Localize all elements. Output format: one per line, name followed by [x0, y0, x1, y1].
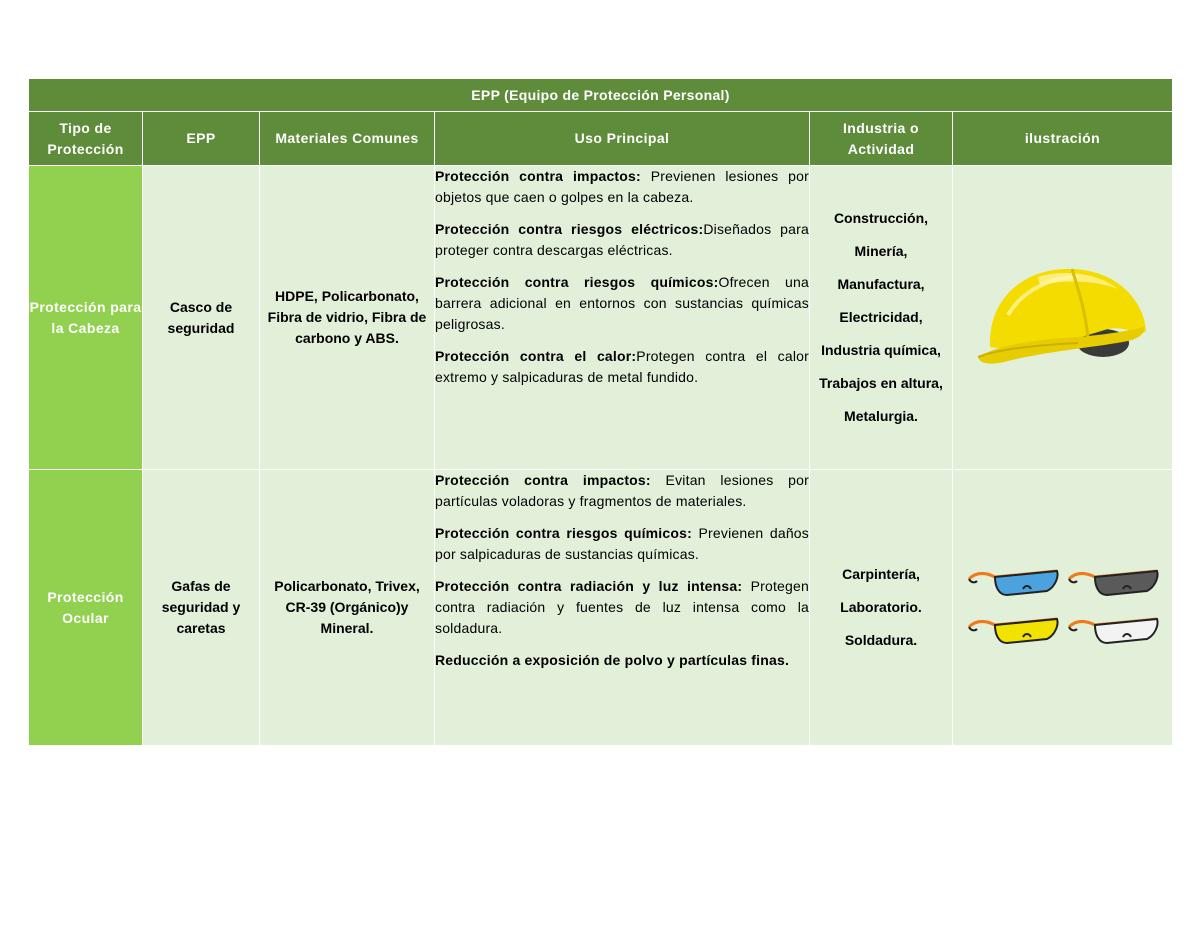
use-item: Protección contra riesgos eléctricos:Diseñados para proteger contra descargas eléctricas.	[435, 221, 809, 258]
industry-item: Metalurgia.	[844, 408, 918, 424]
safety-glasses-illustration	[963, 555, 1163, 655]
header-industria: Industria o Actividad	[810, 112, 953, 166]
epp-name: Gafas de seguridad y caretas	[143, 470, 260, 746]
use-item: Reducción a exposición de polvo y partículas finas.	[435, 652, 790, 668]
industry-item: Carpintería,	[842, 566, 920, 582]
category-head: Protección para la Cabeza	[29, 166, 143, 470]
industries-cell	[810, 470, 953, 746]
use-item: Protección contra impactos: Previenen lesiones por objetos que caen o golpes en la cabeza.	[435, 168, 809, 205]
illustration-cell	[953, 470, 1173, 746]
title-row	[29, 79, 1173, 112]
industry-item: Industria química,	[821, 342, 941, 358]
header-ilustracion: ilustración	[953, 112, 1173, 166]
table-row	[29, 470, 1173, 746]
use-item: Protección contra radiación y luz intensa: Protegen contra radiación y fuentes de luz intensa como la soldadura.	[435, 578, 809, 636]
industries-cell	[810, 166, 953, 470]
industry-item: Electricidad,	[839, 309, 923, 325]
uses-cell	[435, 166, 810, 470]
epp-table	[28, 78, 1173, 746]
industry-item: Minería,	[854, 243, 908, 259]
hard-hat-illustration	[968, 255, 1158, 375]
table-row	[29, 166, 1173, 470]
illustration-cell	[953, 166, 1173, 470]
category-eye: Protección Ocular	[29, 470, 143, 746]
header-materiales: Materiales Comunes	[260, 112, 435, 166]
industry-item: Construcción,	[833, 210, 929, 226]
use-item: Protección contra riesgos químicos:Ofrecen una barrera adicional en entornos con sustancias químicas peligrosas.	[435, 274, 810, 332]
materials: Policarbonato, Trivex, CR-39 (Orgánico)y Mineral.	[260, 470, 435, 746]
epp-name: Casco de seguridad	[143, 166, 260, 470]
industry-item: Soldadura.	[844, 632, 918, 648]
table-title: EPP (Equipo de Protección Personal)	[29, 79, 1173, 112]
header-uso: Uso Principal	[435, 112, 810, 166]
materials: HDPE, Policarbonato, Fibra de vidrio, Fibra de carbono y ABS.	[260, 166, 435, 470]
use-item: Protección contra el calor:Protegen contra el calor extremo y salpicaduras de metal fundido.	[435, 348, 809, 385]
industry-item: Manufactura,	[837, 276, 925, 292]
uses-cell	[435, 470, 810, 746]
header-row	[29, 112, 1173, 166]
use-item: Protección contra riesgos químicos: Previenen daños por salpicaduras de sustancias químicas.	[435, 525, 809, 562]
use-item: Protección contra impactos: Evitan lesiones por partículas voladoras y fragmentos de materiales.	[435, 472, 809, 509]
header-epp: EPP	[143, 112, 260, 166]
industry-item: Laboratorio.	[840, 599, 922, 615]
header-tipo: Tipo de Protección	[29, 112, 143, 166]
industry-item: Trabajos en altura,	[819, 375, 943, 391]
